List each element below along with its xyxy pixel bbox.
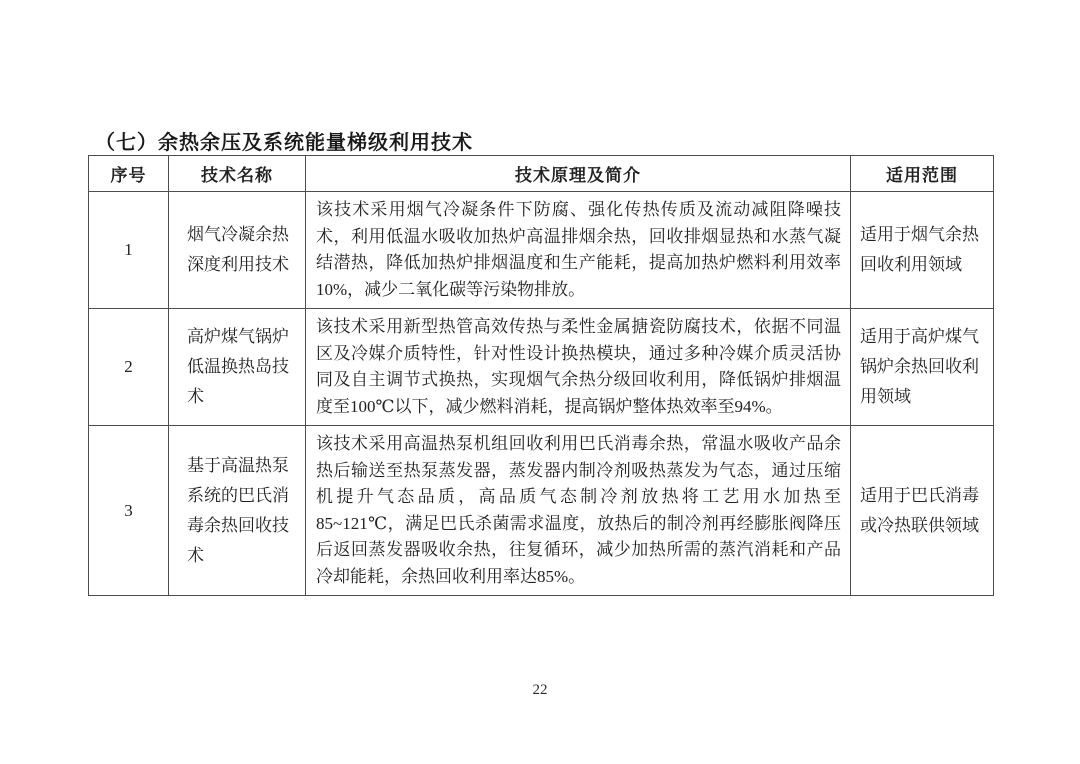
header-description: 技术原理及简介 [306, 156, 851, 192]
table-row [89, 426, 994, 596]
row-number: 2 [89, 309, 169, 426]
section-title: （七）余热余压及系统能量梯级利用技术 [95, 132, 473, 154]
header-name: 技术名称 [169, 156, 306, 192]
row-number: 3 [89, 426, 169, 596]
row-number: 1 [89, 192, 169, 309]
tech-scope: 适用于巴氏消毒或冷热联供领域 [851, 426, 994, 596]
table-row [89, 192, 994, 309]
table-row [89, 309, 994, 426]
tech-scope: 适用于烟气余热回收利用领域 [851, 192, 994, 309]
header-scope: 适用范围 [851, 156, 994, 192]
technology-table [88, 155, 994, 596]
page-number: 22 [532, 682, 548, 698]
tech-scope: 适用于高炉煤气锅炉余热回收利用领域 [851, 309, 994, 426]
tech-name: 基于高温热泵系统的巴氏消毒余热回收技术 [169, 426, 306, 596]
tech-description: 该技术采用新型热管高效传热与柔性金属搪瓷防腐技术，依据不同温区及冷媒介质特性，针对性设计换热模块，通过多种冷媒介质灵活协同及自主调节式换热，实现烟气余热分级回收利用，降低锅炉排烟温度至100℃以下，减少燃料消耗，提高锅炉整体热效率至94%。 [306, 309, 851, 426]
tech-name: 烟气冷凝余热深度利用技术 [169, 192, 306, 309]
tech-description: 该技术采用高温热泵机组回收利用巴氏消毒余热，常温水吸收产品余热后输送至热泵蒸发器，蒸发器内制冷剂吸热蒸发为气态，通过压缩机提升气态品质，高品质气态制冷剂放热将工艺用水加热至85~121℃，满足巴氏杀菌需求温度，放热后的制冷剂再经膨胀阀降压后返回蒸发器吸收余热，往复循环，减少加热所需的蒸汽消耗和产品冷却能耗，余热回收利用率达85%。 [306, 426, 851, 596]
table-header-row [89, 156, 994, 192]
tech-description: 该技术采用烟气冷凝条件下防腐、强化传热传质及流动减阻降噪技术，利用低温水吸收加热炉高温排烟余热，回收排烟显热和水蒸气凝结潜热，降低加热炉排烟温度和生产能耗，提高加热炉燃料利用效率10%，减少二氧化碳等污染物排放。 [306, 192, 851, 309]
tech-name: 高炉煤气锅炉低温换热岛技术 [169, 309, 306, 426]
header-no: 序号 [89, 156, 169, 192]
